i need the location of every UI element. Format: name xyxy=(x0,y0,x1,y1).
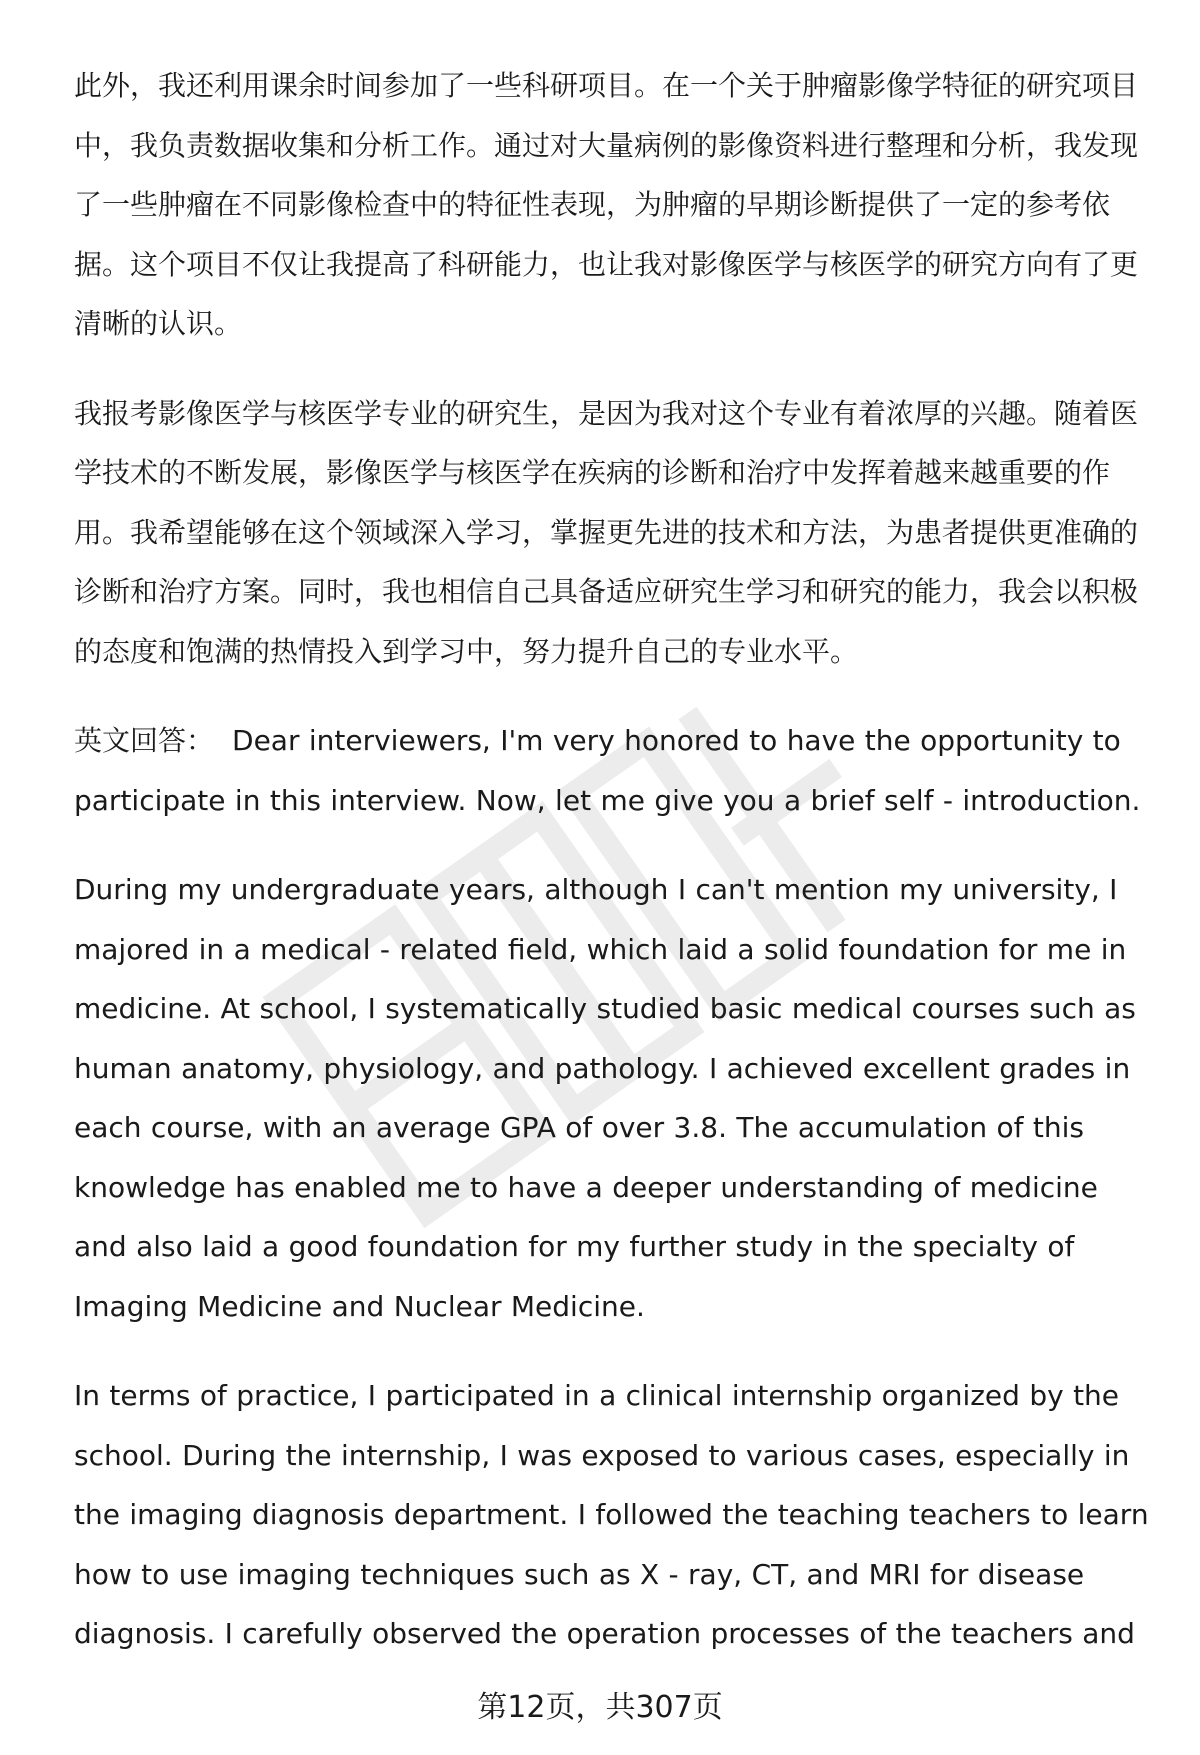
paragraph-practice: In terms of practice, I participated in a clinical internship organized by the school. During the internship, I was exposed to various cases, especially in the imaging diagnosis department. I followed the teaching teachers to learn how to use imaging techniques such as X - ray, CT, and MRI for disease diagnosis. I carefully observed the operation processes of the teachers and xyxy=(74,1379,1149,1650)
english-answer-label: 英文回答： xyxy=(74,724,215,757)
document-body xyxy=(74,56,1158,1694)
paragraph-english-intro xyxy=(74,711,1158,830)
paragraph-undergraduate: During my undergraduate years, although I can't mention my university, I majored in a medical - related field, which laid a solid foundation for me in medicine. At school, I systematically studied basic medical courses such as human anatomy, physiology, and pathology. I achieved excellent grades in each course, with an average GPA of over 3.8. The accumulation of this knowledge has enabled me to have a deeper understanding of medicine and also laid a good foundation for my further study in the specialty of Imaging Medicine and Nuclear Medicine. xyxy=(74,873,1136,1323)
english-intro-text: Dear interviewers, I'm very honored to have the opportunity to participate in this interview. Now, let me give you a brief self - introduction. xyxy=(74,724,1141,817)
paragraph-motivation: 我报考影像医学与核医学专业的研究生，是因为我对这个专业有着浓厚的兴趣。随着医学技术的不断发展，影像医学与核医学在疾病的诊断和治疗中发挥着越来越重要的作用。我希望能够在这个领域深入学习，掌握更先进的技术和方法，为患者提供更准确的诊断和治疗方案。同时，我也相信自己具备适应研究生学习和研究的能力，我会以积极的态度和饱满的热情投入到学习中，努力提升自己的专业水平。 xyxy=(74,396,1139,668)
paragraph-research: 此外，我还利用课余时间参加了一些科研项目。在一个关于肿瘤影像学特征的研究项目中，我负责数据收集和分析工作。通过对大量病例的影像资料进行整理和分析，我发现了一些肿瘤在不同影像检查中的特征性表现，为肿瘤的早期诊断提供了一定的参考依据。这个项目不仅让我提高了科研能力，也让我对影像医学与核医学的研究方向有了更清晰的认识。 xyxy=(74,69,1139,340)
page-number: 第12页，共307页 xyxy=(477,1690,723,1725)
